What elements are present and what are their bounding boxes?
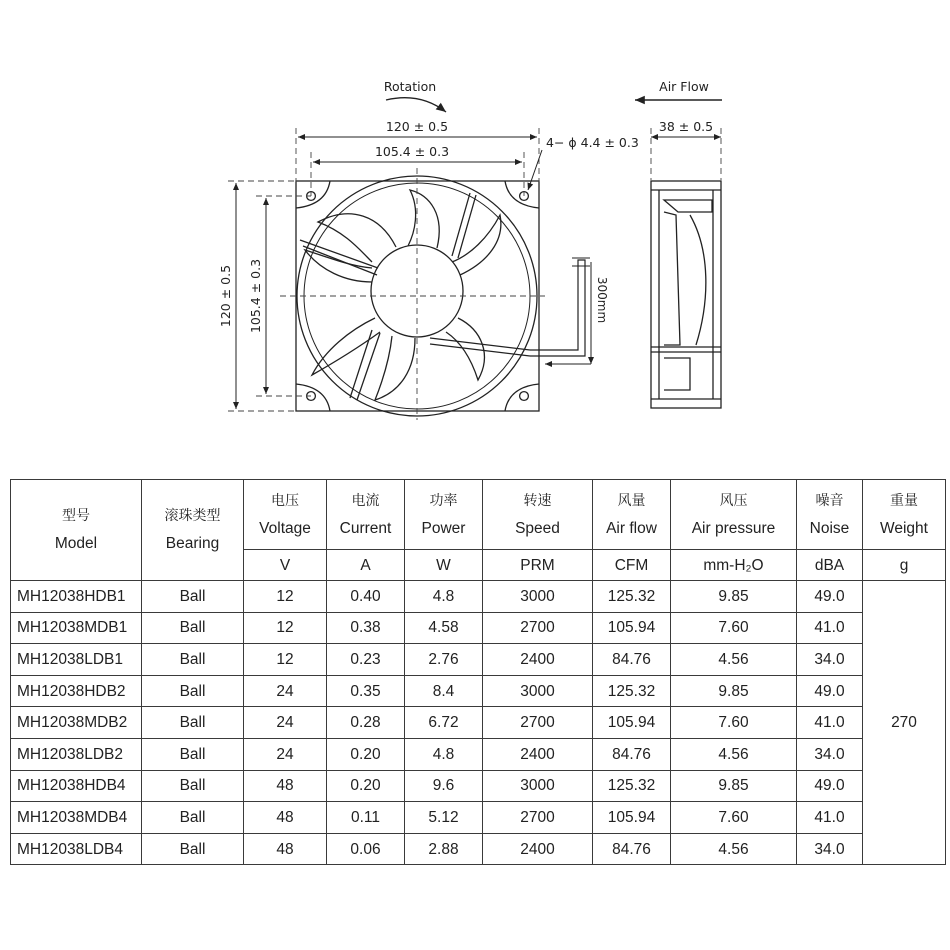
cell-power: 2.76 [405, 644, 483, 676]
unit-speed: PRM [483, 550, 593, 581]
cell-model: MH12038HDB2 [11, 675, 142, 707]
cell-voltage: 48 [244, 833, 327, 865]
cell-current: 0.40 [327, 581, 405, 613]
table-row [11, 833, 946, 865]
cell-pressure: 9.85 [671, 675, 797, 707]
cell-speed: 2400 [483, 644, 593, 676]
dim-width-hole: 105.4 ± 0.3 [374, 144, 450, 159]
cell-pressure: 9.85 [671, 581, 797, 613]
table-row [11, 612, 946, 644]
cell-bearing: Ball [142, 675, 244, 707]
cell-current: 0.20 [327, 770, 405, 802]
cell-pressure: 7.60 [671, 802, 797, 834]
rotation-label: Rotation [383, 79, 437, 94]
cell-current: 0.23 [327, 644, 405, 676]
header-power: 功率 Power [405, 480, 483, 550]
cell-bearing: Ball [142, 707, 244, 739]
cell-noise: 41.0 [797, 612, 863, 644]
cell-airflow: 105.94 [593, 802, 671, 834]
cell-speed: 3000 [483, 770, 593, 802]
cell-bearing: Ball [142, 738, 244, 770]
cell-model: MH12038MDB1 [11, 612, 142, 644]
cell-voltage: 24 [244, 707, 327, 739]
cell-noise: 34.0 [797, 833, 863, 865]
cell-weight: 270 [863, 581, 946, 865]
unit-weight: g [863, 550, 946, 581]
table-header-row [11, 480, 946, 550]
cell-current: 0.11 [327, 802, 405, 834]
cell-power: 4.58 [405, 612, 483, 644]
dim-holes: 4− ϕ 4.4 ± 0.3 [546, 135, 639, 150]
cell-bearing: Ball [142, 802, 244, 834]
cell-noise: 49.0 [797, 770, 863, 802]
fan-side-view [651, 181, 721, 408]
cell-pressure: 7.60 [671, 707, 797, 739]
cell-voltage: 12 [244, 581, 327, 613]
cell-bearing: Ball [142, 581, 244, 613]
cell-model: MH12038LDB4 [11, 833, 142, 865]
cell-pressure: 4.56 [671, 833, 797, 865]
cell-speed: 2700 [483, 612, 593, 644]
dim-depth: 38 ± 0.5 [658, 119, 714, 134]
cell-pressure: 7.60 [671, 612, 797, 644]
cell-pressure: 4.56 [671, 644, 797, 676]
cell-power: 4.8 [405, 581, 483, 613]
cell-model: MH12038LDB1 [11, 644, 142, 676]
header-weight: 重量 Weight [863, 480, 946, 550]
dim-cable: 300mm [595, 276, 609, 324]
rotation-arrow [386, 98, 446, 112]
table-row [11, 770, 946, 802]
header-current: 电流 Current [327, 480, 405, 550]
table-row [11, 738, 946, 770]
cell-power: 9.6 [405, 770, 483, 802]
header-airflow: 风量 Air flow [593, 480, 671, 550]
header-speed: 转速 Speed [483, 480, 593, 550]
header-voltage: 电压 Voltage [244, 480, 327, 550]
header-pressure: 风压 Air pressure [671, 480, 797, 550]
cell-noise: 41.0 [797, 707, 863, 739]
unit-current: A [327, 550, 405, 581]
dim-height-outer: 120 ± 0.5 [218, 264, 233, 328]
cell-bearing: Ball [142, 644, 244, 676]
header-bearing: 滚珠类型 Bearing [142, 480, 244, 581]
cell-speed: 2400 [483, 738, 593, 770]
unit-voltage: V [244, 550, 327, 581]
cell-airflow: 105.94 [593, 707, 671, 739]
cell-power: 8.4 [405, 675, 483, 707]
cell-voltage: 24 [244, 738, 327, 770]
cell-current: 0.35 [327, 675, 405, 707]
cell-current: 0.20 [327, 738, 405, 770]
dim-height-hole: 105.4 ± 0.3 [248, 258, 263, 334]
table-row [11, 644, 946, 676]
cell-noise: 34.0 [797, 738, 863, 770]
cell-airflow: 125.32 [593, 581, 671, 613]
table-body [11, 581, 946, 865]
header-model: 型号 Model [11, 480, 142, 581]
cell-pressure: 9.85 [671, 770, 797, 802]
unit-power: W [405, 550, 483, 581]
cell-power: 2.88 [405, 833, 483, 865]
header-noise: 噪音 Noise [797, 480, 863, 550]
cell-voltage: 12 [244, 612, 327, 644]
cell-model: MH12038HDB1 [11, 581, 142, 613]
cell-voltage: 24 [244, 675, 327, 707]
cell-pressure: 4.56 [671, 738, 797, 770]
cell-speed: 3000 [483, 675, 593, 707]
cell-voltage: 48 [244, 770, 327, 802]
spec-table [10, 479, 946, 865]
cell-current: 0.38 [327, 612, 405, 644]
cell-model: MH12038LDB2 [11, 738, 142, 770]
cell-airflow: 105.94 [593, 612, 671, 644]
cell-airflow: 125.32 [593, 770, 671, 802]
dim-width-outer: 120 ± 0.5 [385, 119, 449, 134]
cell-current: 0.06 [327, 833, 405, 865]
cell-noise: 49.0 [797, 581, 863, 613]
unit-airflow: CFM [593, 550, 671, 581]
cell-noise: 34.0 [797, 644, 863, 676]
airflow-label: Air Flow [659, 79, 709, 94]
table-row [11, 675, 946, 707]
dim-holes-leader [528, 150, 542, 190]
cell-voltage: 48 [244, 802, 327, 834]
cell-airflow: 125.32 [593, 675, 671, 707]
cell-model: MH12038MDB4 [11, 802, 142, 834]
cell-airflow: 84.76 [593, 833, 671, 865]
cell-power: 6.72 [405, 707, 483, 739]
table-row [11, 707, 946, 739]
unit-pressure: mm-H₂O [671, 550, 797, 581]
cell-noise: 41.0 [797, 802, 863, 834]
unit-noise: dBA [797, 550, 863, 581]
cell-model: MH12038MDB2 [11, 707, 142, 739]
fan-technical-drawing [0, 0, 950, 440]
cell-voltage: 12 [244, 644, 327, 676]
cell-bearing: Ball [142, 770, 244, 802]
cell-noise: 49.0 [797, 675, 863, 707]
cell-power: 4.8 [405, 738, 483, 770]
cell-speed: 2400 [483, 833, 593, 865]
cell-speed: 2700 [483, 707, 593, 739]
cell-current: 0.28 [327, 707, 405, 739]
table-row [11, 802, 946, 834]
cell-speed: 2700 [483, 802, 593, 834]
cell-bearing: Ball [142, 612, 244, 644]
cell-power: 5.12 [405, 802, 483, 834]
table-row [11, 581, 946, 613]
cell-airflow: 84.76 [593, 644, 671, 676]
cell-airflow: 84.76 [593, 738, 671, 770]
cell-model: MH12038HDB4 [11, 770, 142, 802]
cell-bearing: Ball [142, 833, 244, 865]
center-lines [228, 128, 545, 420]
cell-speed: 3000 [483, 581, 593, 613]
